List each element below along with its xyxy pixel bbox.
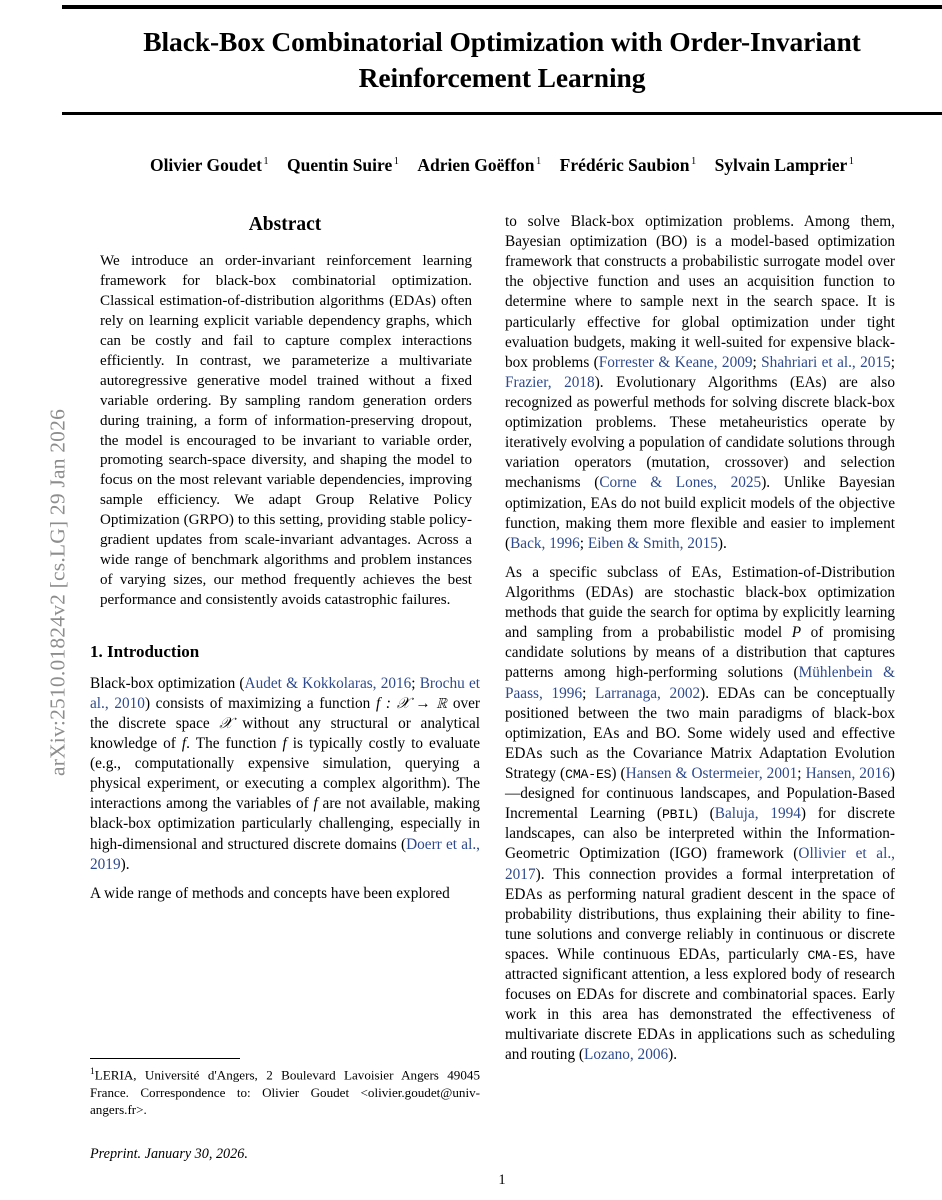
author-affiliation-mark: 1 bbox=[536, 156, 542, 168]
code-term-pbil: PBIL bbox=[661, 807, 693, 823]
author-name: Quentin Suire bbox=[287, 155, 393, 175]
text-run: ). Unlike Bayesian optimization, EAs do not build explicit models of the objective function, making them more flexible and easier to implement ( bbox=[505, 474, 895, 552]
author-name: Olivier Goudet bbox=[149, 155, 262, 175]
text-run: ; bbox=[582, 684, 596, 702]
text-run: ). This connection provides a formal interpretation of EDAs as performing natural gradient descent in the space of probability distributions, thus explaining their ability to fine-tune solutions and converge reliably in continuous or discrete spaces. While continuous EDAs, particularly bbox=[505, 865, 895, 963]
abstract-text: We introduce an order-invariant reinforcement learning framework for black-box combinatorial optimization. Classical estimation-of-distribution algorithms (EDAs) often rely on learning explicit variable dependency graphs, which can be costly and fail to capture complex interactions efficiently. In contrast, we parameterize a multivariate autoregressive generative model trained without a fixed variable ordering. By sampling random generation orders during training, a form of information-preserving dropout, the model is encouraged to be invariant to variable order, promoting search-space diversity, and shaping the model to focus on the most relevant variable dependencies, improving sample efficiency. We adapt Group Relative Policy Optimization (GRPO) to this setting, providing stable policy-gradient updates from scale-invariant advantages. Across a wide range of benchmark algorithms and problem instances of varying sizes, our method frequently achieves the best performance and consistently avoids catastrophic failures. bbox=[100, 252, 472, 609]
author-entry bbox=[150, 155, 269, 175]
author-affiliation-mark: 1 bbox=[393, 156, 399, 168]
text-run: . The function bbox=[186, 735, 283, 753]
citation-frazier[interactable]: Frazier, 2018 bbox=[505, 373, 595, 391]
author-name: Frédéric Saubion bbox=[559, 155, 690, 175]
citation-muhlenbein-paass[interactable]: Mühlenbein & Paass, 1996 bbox=[505, 664, 895, 702]
citation-lozano[interactable]: Lozano, 2006 bbox=[584, 1046, 669, 1064]
footnote-body: LERIA, Université d'Angers, 2 Boulevard Lavoisier Angers 49045 France. Correspondence to: Olivier Goudet <olivier.goudet@univ-angers.fr>. bbox=[90, 1067, 480, 1117]
author-entry bbox=[417, 155, 541, 175]
footnote-text bbox=[90, 1066, 480, 1117]
footnote-separator-rule bbox=[90, 1058, 240, 1059]
text-run: without any structural or analytical knowledge of bbox=[90, 714, 480, 753]
text-run: ) ( bbox=[692, 805, 715, 823]
paper-page bbox=[62, 0, 942, 1200]
code-term-cma-es-2: CMA-ES bbox=[807, 947, 854, 963]
text-run: of promising candidate solutions by means of a distribution that captures patterns among high-performing solutions ( bbox=[505, 624, 895, 682]
intro-paragraph-2: A wide range of methods and concepts have been explored bbox=[90, 884, 450, 902]
text-run: ). bbox=[668, 1046, 678, 1064]
citation-doerr[interactable]: Doerr et al., 2019 bbox=[90, 835, 480, 873]
math-inline: f bbox=[282, 735, 287, 753]
citation-corne-lones[interactable]: Corne & Lones, 2025 bbox=[599, 474, 762, 492]
author-entry bbox=[287, 155, 399, 175]
text-run: ) for discrete landscapes, can also be interpreted within the Information-Geometric Optimization (IGO) framework ( bbox=[505, 805, 895, 863]
math-inline: f bbox=[181, 735, 187, 753]
footnote-marker: 1 bbox=[90, 1067, 95, 1078]
text-run: ). Evolutionary Algorithms (EAs) are also recognized as powerful methods for solving discrete black-box optimization problems. These metaheuristics operate by iteratively evolving a population of candidate solutions through variation operators (mutation, crossover) and selection mechanisms ( bbox=[505, 373, 895, 492]
citation-hansen[interactable]: Hansen, 2016 bbox=[805, 764, 890, 782]
author-name: Adrien Goëffon bbox=[417, 155, 535, 175]
math-inline: f bbox=[313, 795, 318, 813]
text-run: is typically costly to evaluate (e.g., computationally expensive simulation, querying a physical experiment, or executing a complex algorithm). The interactions among the variables of bbox=[90, 735, 480, 813]
right-paragraph-2 bbox=[505, 563, 895, 1066]
text-run: ; bbox=[579, 534, 588, 552]
citation-back[interactable]: Back, 1996 bbox=[510, 534, 580, 552]
abstract-heading: Abstract bbox=[248, 214, 322, 235]
author-list bbox=[62, 155, 942, 176]
text-run: ; bbox=[752, 353, 762, 371]
citation-larranaga[interactable]: Larranaga, 2002 bbox=[595, 684, 701, 702]
author-entry bbox=[560, 155, 697, 175]
math-inline: 𝒳 bbox=[219, 714, 233, 732]
math-inline: f : 𝒳 → ℝ bbox=[375, 694, 448, 712]
text-run: ). bbox=[120, 855, 130, 873]
citation-forrester-keane[interactable]: Forrester & Keane, 2009 bbox=[598, 353, 753, 371]
citation-audet-kokkolaras[interactable]: Audet & Kokkolaras, 2016 bbox=[244, 674, 412, 692]
header-rule-top bbox=[62, 5, 942, 9]
left-column bbox=[90, 212, 480, 913]
author-affiliation-mark: 1 bbox=[263, 156, 269, 168]
text-run: ; bbox=[890, 353, 895, 371]
author-affiliation-mark: 1 bbox=[848, 156, 855, 168]
citation-baluja[interactable]: Baluja, 1994 bbox=[714, 805, 801, 823]
arxiv-identifier-stamp: arXiv:2510.01824v2 [cs.LG] 29 Jan 2026 bbox=[45, 408, 70, 777]
author-affiliation-mark: 1 bbox=[690, 156, 697, 168]
citation-brochu[interactable]: Brochu et al., 2010 bbox=[90, 674, 480, 712]
footnote-block bbox=[90, 1058, 480, 1118]
text-run: ) ( bbox=[611, 764, 626, 782]
right-paragraph-1 bbox=[505, 212, 895, 554]
text-run: As a specific subclass of EAs, Estimation-of-Distribution Algorithms (EDAs) are stochastic black-box optimization methods that guide the search for optima by explicitly learning and sampling from a probabilistic model bbox=[505, 563, 895, 642]
text-run: to solve Black-box optimization problems. Among them, Bayesian optimization (BO) is a model-based optimization framework that constructs a probabilistic surrogate model over the objective function and uses an acquisition function to determine where to sample next in the search space. It is particularly effective for global optimization under tight evaluation budgets, making it well-suited for expensive black-box problems ( bbox=[505, 213, 895, 371]
math-inline: P bbox=[791, 624, 802, 642]
author-name: Sylvain Lamprier bbox=[714, 155, 848, 175]
intro-paragraph-1 bbox=[90, 674, 480, 875]
text-run: ) consists of maximizing a function bbox=[144, 694, 376, 712]
citation-shahriari[interactable]: Shahriari et al., 2015 bbox=[761, 353, 891, 371]
preprint-notice: Preprint. January 30, 2026. bbox=[90, 1146, 248, 1162]
page-number: 1 bbox=[498, 1172, 506, 1188]
citation-hansen-ostermeier[interactable]: Hansen & Ostermeier, 2001 bbox=[625, 764, 798, 782]
code-term-cma-es: CMA-ES bbox=[565, 766, 612, 782]
text-run: over the discrete space bbox=[90, 694, 480, 732]
section-heading-introduction: 1. Introduction bbox=[90, 642, 200, 662]
citation-ollivier[interactable]: Ollivier et al., 2017 bbox=[505, 845, 895, 883]
title-divider-rule bbox=[62, 112, 942, 115]
text-run: are not available, making black-box optimization particularly challenging, especially in high-dimensional and structured discrete domains ( bbox=[90, 795, 480, 853]
author-entry bbox=[715, 155, 854, 175]
text-run: ). bbox=[717, 534, 727, 552]
text-run: ; bbox=[411, 674, 420, 692]
page-title: Black-Box Combinatorial Optimization with Order-Invariant Reinforcement Learning bbox=[143, 26, 861, 94]
text-run: , have attracted significant attention, a less explored body of research focuses on EDAs for discrete and combinatorial spaces. Early work in this area has demonstrated the effectiveness of multivariate discrete EDAs in applications such as scheduling and routing ( bbox=[505, 945, 895, 1064]
citation-eiben-smith[interactable]: Eiben & Smith, 2015 bbox=[587, 534, 718, 552]
right-column bbox=[505, 212, 895, 1075]
text-run: ; bbox=[797, 764, 806, 782]
text-run: )—designed for continuous landscapes, and Population-Based Incremental Learning ( bbox=[505, 764, 896, 823]
text-run: ). EDAs can be conceptually positioned between the two main paradigms of black-box optimization, EAs and BO. Some widely used and effective EDAs such as the Covariance Matrix Adaptation Evolution Strategy ( bbox=[505, 684, 895, 782]
text-run: Black-box optimization ( bbox=[90, 674, 245, 692]
